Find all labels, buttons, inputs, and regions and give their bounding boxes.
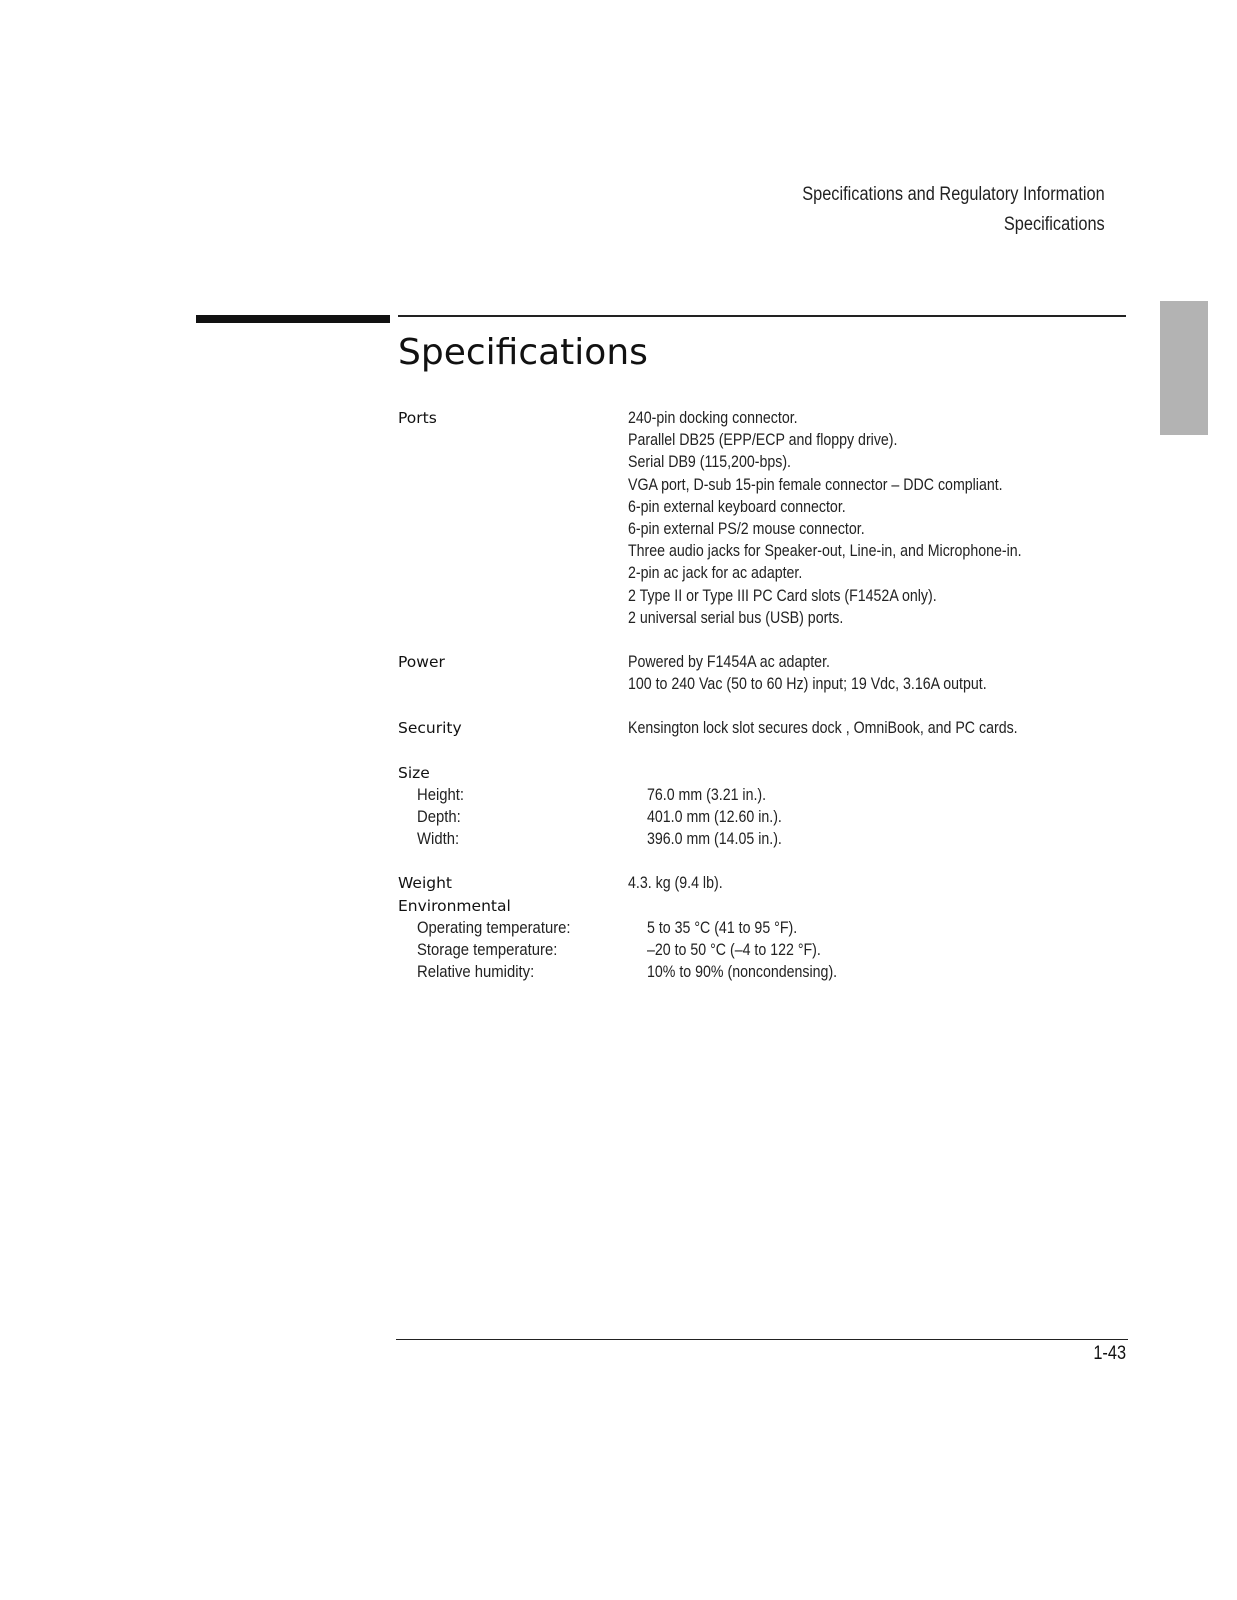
spec-value-security: Kensington lock slot secures dock , OmniBook, and PC cards. bbox=[628, 719, 1018, 738]
spec-row-security bbox=[398, 717, 1128, 739]
spec-row-power bbox=[398, 651, 1128, 673]
spec-row-storage-temperature bbox=[398, 939, 1128, 961]
spec-value-weight: 4.3. kg (9.4 lb). bbox=[628, 874, 723, 893]
running-head bbox=[803, 180, 1105, 240]
spec-label-weight: Weight bbox=[398, 874, 453, 893]
page-number: 1-43 bbox=[1093, 1343, 1126, 1364]
spec-value-ports-4: 6-pin external keyboard connector. bbox=[628, 497, 846, 516]
spec-value-height: 76.0 mm (3.21 in.). bbox=[647, 785, 767, 804]
footer-rule bbox=[396, 1339, 1128, 1340]
spec-table bbox=[398, 407, 1128, 983]
running-head-section: Specifications bbox=[1004, 214, 1105, 235]
spec-label-relative-humidity: Relative humidity: bbox=[417, 963, 535, 982]
spec-row-depth bbox=[398, 806, 1128, 828]
spec-label-operating-temperature: Operating temperature: bbox=[417, 918, 571, 937]
spec-row-size bbox=[398, 762, 1128, 784]
running-head-chapter: Specifications and Regulatory Information bbox=[802, 184, 1105, 205]
spec-label-security: Security bbox=[398, 719, 462, 738]
spec-row-height bbox=[398, 784, 1128, 806]
spec-value-power-1: 100 to 240 Vac (50 to 60 Hz) input; 19 Vdc, 3.16A output. bbox=[628, 675, 987, 694]
spec-value-ports-6: Three audio jacks for Speaker-out, Line-in, and Microphone-in. bbox=[628, 542, 1022, 561]
spec-value-depth: 401.0 mm (12.60 in.). bbox=[647, 808, 782, 827]
spec-row-environmental bbox=[398, 895, 1128, 917]
spec-value-ports-8: 2 Type II or Type III PC Card slots (F1452A only). bbox=[628, 586, 937, 605]
spec-value-relative-humidity: 10% to 90% (noncondensing). bbox=[647, 963, 838, 982]
spec-value-ports-0: 240-pin docking connector. bbox=[628, 409, 798, 427]
spec-label-depth: Depth: bbox=[417, 808, 461, 827]
title-rule bbox=[398, 315, 1126, 317]
spec-label-storage-temperature: Storage temperature: bbox=[417, 941, 558, 960]
section-marker-bar bbox=[196, 315, 390, 323]
spec-value-ports-9: 2 universal serial bus (USB) ports. bbox=[628, 608, 844, 627]
spec-label-power: Power bbox=[398, 653, 445, 672]
spec-row-ports bbox=[398, 407, 1128, 429]
spec-row-width bbox=[398, 828, 1128, 850]
spec-label-width: Width: bbox=[417, 830, 460, 849]
spec-label-ports: Ports bbox=[398, 409, 437, 427]
spec-value-ports-5: 6-pin external PS/2 mouse connector. bbox=[628, 520, 865, 539]
spec-label-height: Height: bbox=[417, 785, 465, 804]
spec-row-relative-humidity bbox=[398, 961, 1128, 983]
spec-row-operating-temperature bbox=[398, 917, 1128, 939]
spec-label-size: Size bbox=[398, 763, 430, 782]
spec-row-weight bbox=[398, 872, 1128, 894]
spec-value-storage-temperature: –20 to 50 °C (–4 to 122 °F). bbox=[647, 941, 821, 960]
chapter-thumb-tab bbox=[1160, 301, 1208, 435]
page-title: Specifications bbox=[398, 332, 648, 373]
spec-value-width: 396.0 mm (14.05 in.). bbox=[647, 830, 782, 849]
spec-value-ports-3: VGA port, D-sub 15-pin female connector – DDC compliant. bbox=[628, 475, 1003, 494]
spec-value-operating-temperature: 5 to 35 °C (41 to 95 °F). bbox=[647, 918, 798, 937]
spec-value-power-0: Powered by F1454A ac adapter. bbox=[628, 653, 830, 672]
spec-label-environmental: Environmental bbox=[398, 896, 511, 915]
spec-value-ports-2: Serial DB9 (115,200-bps). bbox=[628, 453, 792, 472]
spec-value-ports-7: 2-pin ac jack for ac adapter. bbox=[628, 564, 803, 583]
spec-value-ports-1: Parallel DB25 (EPP/ECP and floppy drive). bbox=[628, 431, 898, 450]
